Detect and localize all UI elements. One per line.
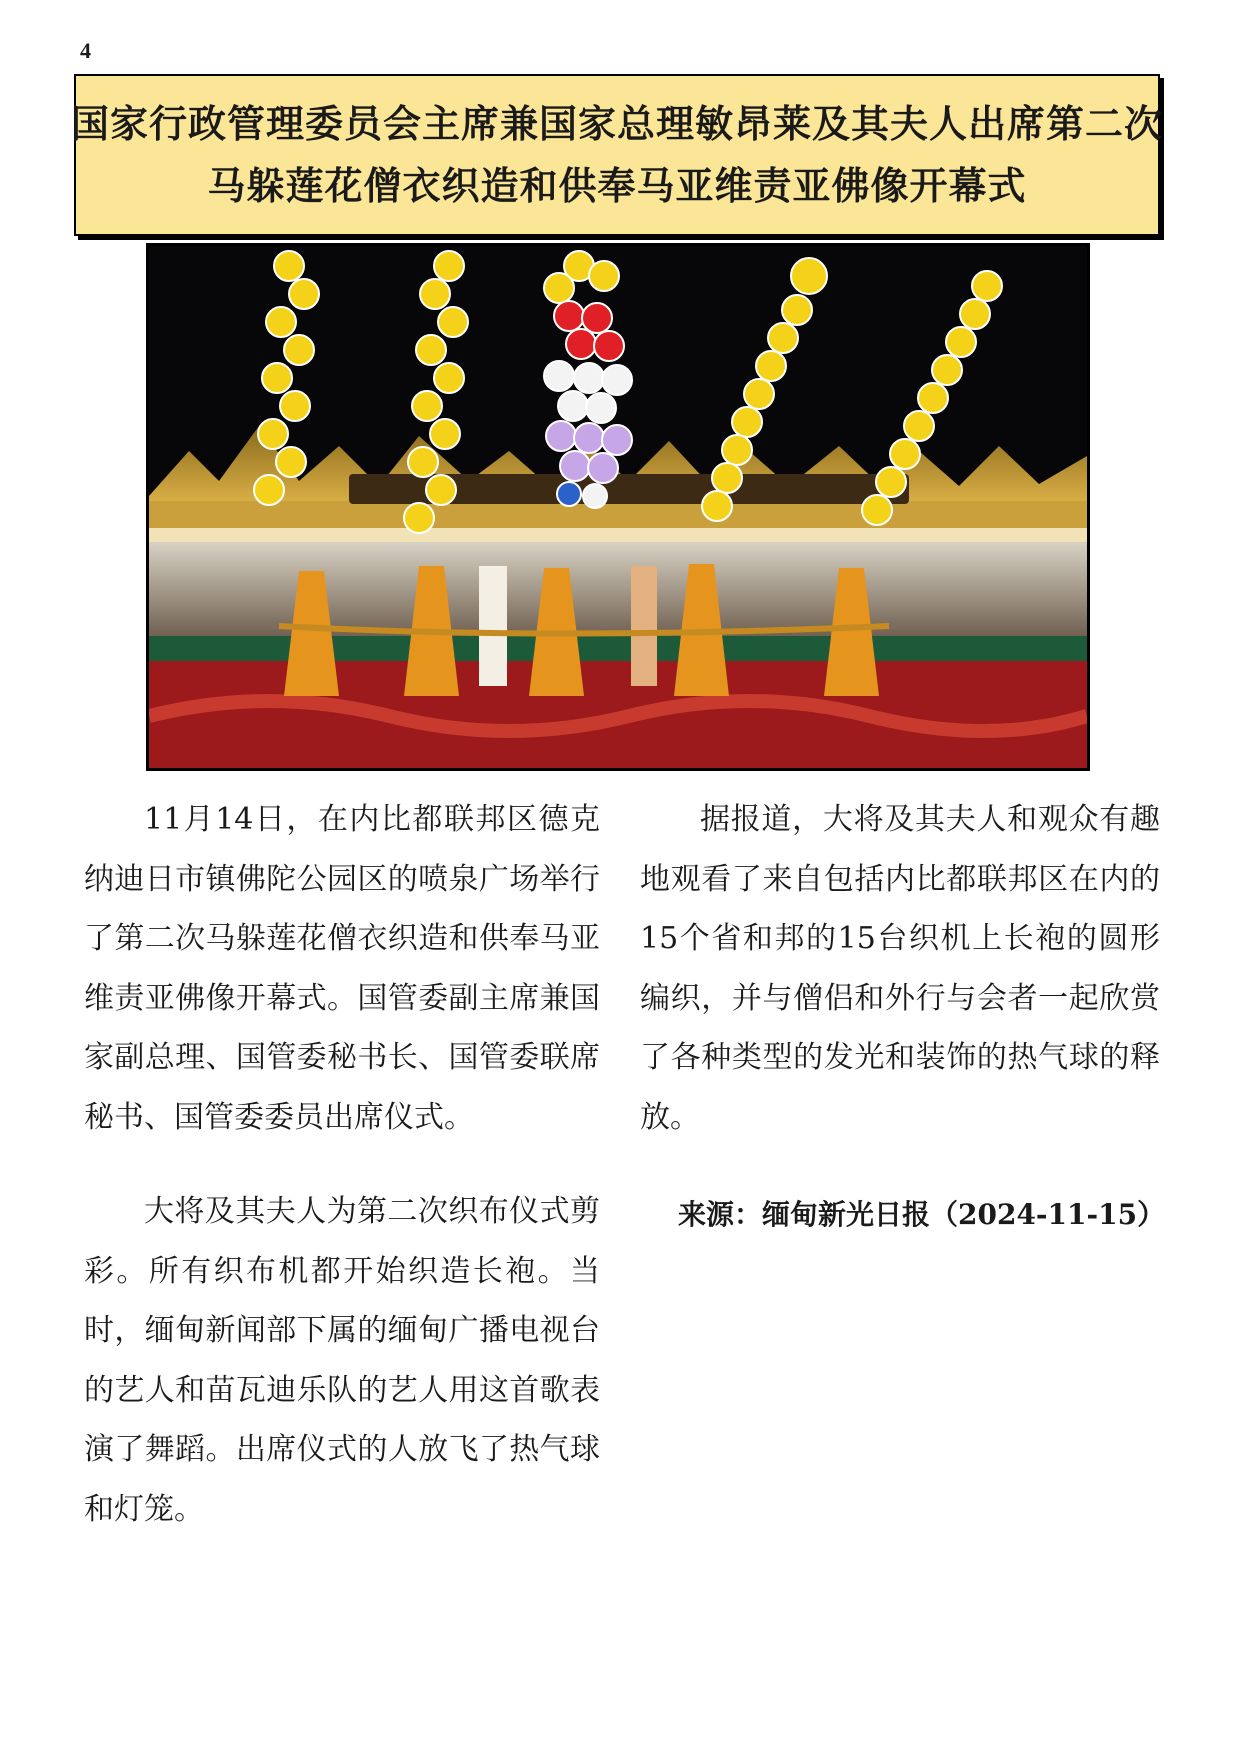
article-paragraph-1: 11月14日，在内比都联邦区德克纳迪日市镇佛陀公园区的喷泉广场举行了第二次马躲莲花僧衣织造和供奉马亚维责亚佛像开幕式。国管委副主席兼国家副总理、国管委秘书长、国管委联席秘书、国管委委员出席仪式。: [84, 802, 600, 1135]
headline-line-2: 马躲莲花僧衣织造和供奉马亚维责亚佛像开幕式: [207, 164, 1027, 208]
article-source: 来源：缅甸新光日报（2024-11-15）: [678, 1198, 1166, 1231]
headline-line-1: 国家行政管理委员会主席兼国家总理敏昂莱及其夫人出席第二次: [71, 102, 1164, 146]
article-left-column: [84, 790, 600, 1539]
page-number: 4: [80, 38, 91, 63]
article-paragraph-3: 据报道，大将及其夫人和观众有趣地观看了来自包括内比都联邦区在内的15个省和邦的15台织机上长袍的圆形编织，并与僧侣和外行与会者一起欣赏了各种类型的发光和装饰的热气球的释放。: [640, 802, 1160, 1135]
headline-box: [71, 74, 1164, 236]
ceremony-photo: [146, 243, 1090, 771]
ceremony-photo-illustration: [149, 246, 1087, 768]
article-paragraph-2: 大将及其夫人为第二次织布仪式剪彩。所有织布机都开始织造长袍。当时，缅甸新闻部下属的缅甸广播电视台的艺人和苗瓦迪乐队的艺人用这首歌表演了舞蹈。出席仪式的人放飞了热气球和灯笼。: [84, 1194, 600, 1527]
article-right-column: [640, 790, 1166, 1245]
